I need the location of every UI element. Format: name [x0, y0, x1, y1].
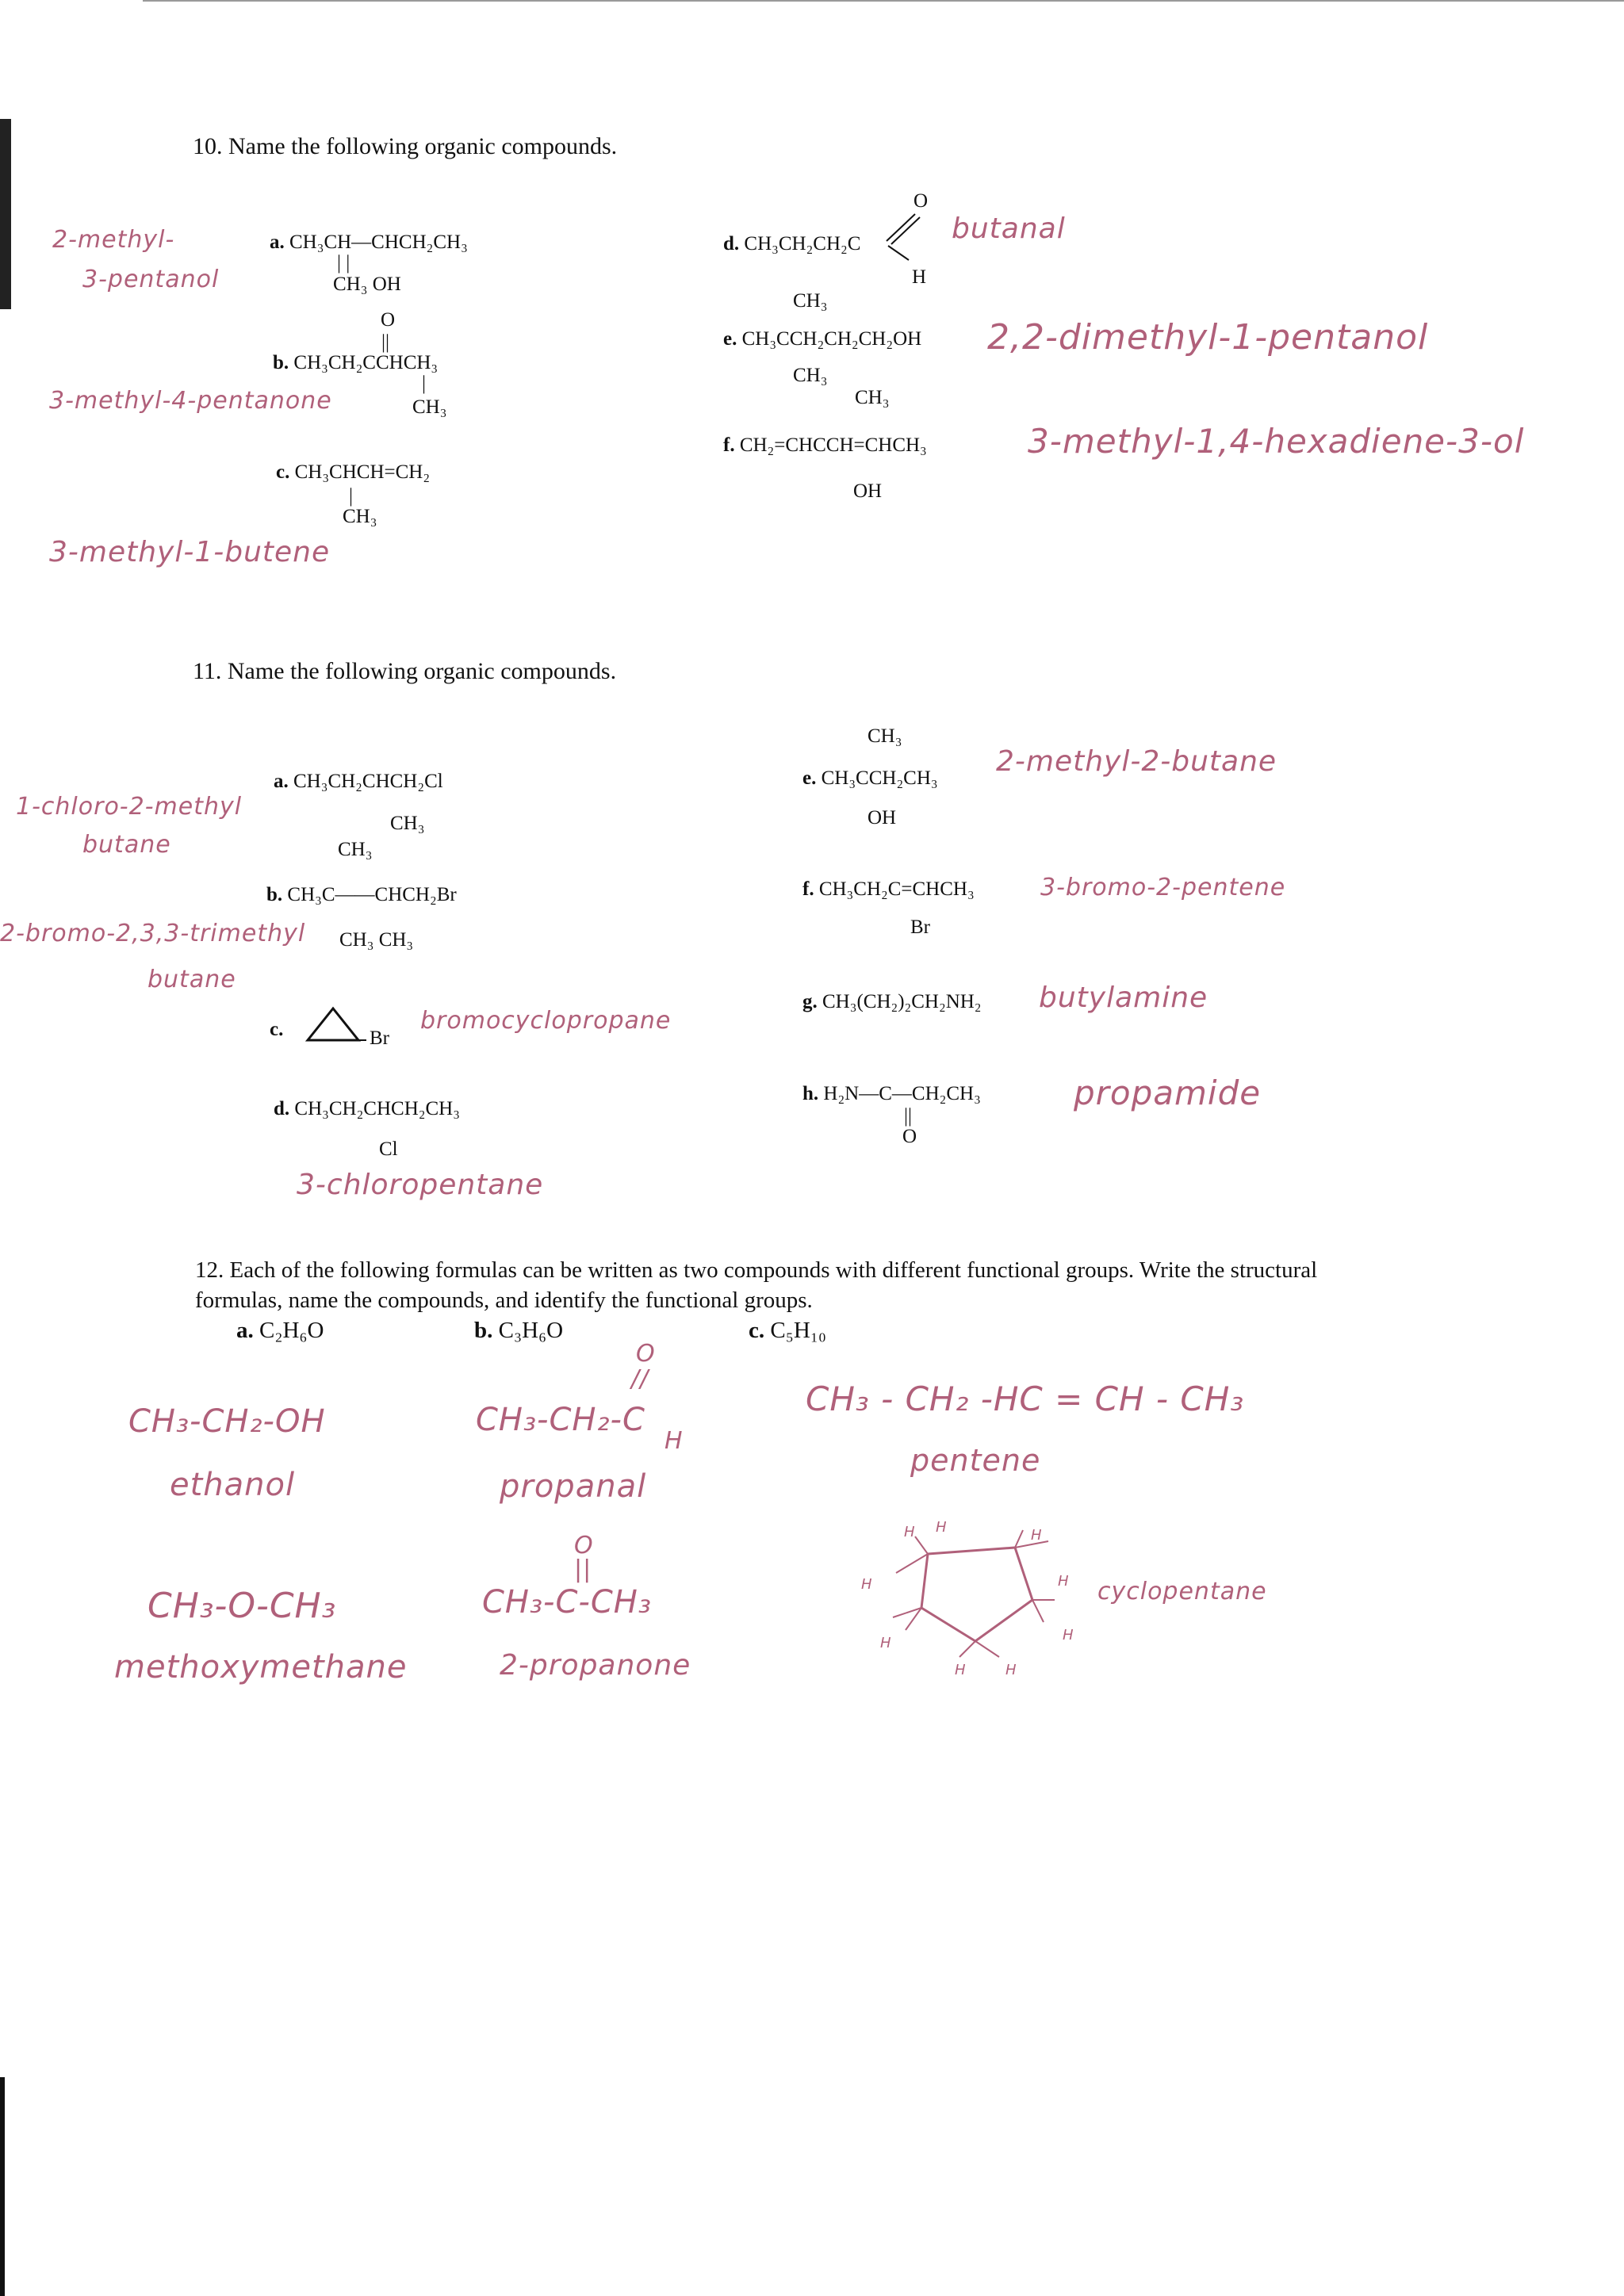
q11b-top: CH₃	[338, 839, 373, 860]
q12a-name-1: ethanol	[170, 1467, 296, 1503]
q10b-label: b.	[273, 352, 289, 373]
q10a-sub: CH₃ OH	[333, 274, 401, 295]
q12c-name-1: pentene	[910, 1443, 1041, 1478]
q10-heading: 10. Name the following organic compounds.	[193, 133, 618, 159]
q10b-dbl: ||	[381, 331, 390, 353]
q10a-formula	[270, 232, 468, 254]
q12b-name-2: 2-propanone	[500, 1649, 691, 1682]
q11b-answer-line2: butane	[147, 966, 236, 993]
cyclopentane-h-3: H	[1031, 1527, 1043, 1544]
q10e-sub: CH₃	[793, 365, 828, 386]
q11h-formula	[802, 1083, 981, 1105]
q11g-formula	[802, 991, 982, 1013]
q11a-answer-line1: 1-chloro-2-methyl	[16, 793, 243, 821]
q10b-answer: 3-methyl-4-pentanone	[49, 387, 332, 415]
q12b-structure-2: CH₃-C-CH₃	[482, 1584, 652, 1621]
q10c-formula	[276, 461, 430, 484]
q10f-label: f.	[723, 434, 735, 456]
q11h-main: H₂N—C—CH₂CH₃	[823, 1083, 981, 1104]
q11g-answer: butylamine	[1039, 982, 1208, 1014]
cyclopentane-h-9: H	[1005, 1662, 1017, 1678]
q10b-sub: CH₃	[412, 396, 447, 418]
q12b-structure-1-o: O	[636, 1340, 656, 1368]
q12b-heading	[474, 1318, 563, 1344]
q10c-main: CH₃CHCH=CH₂	[294, 461, 431, 483]
q11b-main: CH₃C——CHCH₂Br	[287, 884, 457, 905]
q11e-main: CH₃CCH₂CH₃	[821, 767, 938, 789]
q10a-main: CH₃CH—CHCH₂CH₃	[289, 232, 468, 253]
q11e-label: e.	[802, 767, 817, 789]
q10f-sub: OH	[853, 480, 883, 502]
q10a-label: a.	[270, 232, 285, 253]
q10e-label: e.	[723, 328, 737, 350]
q10d-double-bond-1	[887, 214, 915, 241]
q10f-top: CH₃	[855, 387, 890, 408]
q12c-label: c.	[749, 1318, 765, 1343]
q10b-bond: |	[422, 373, 427, 394]
q10c-bond: |	[349, 485, 354, 507]
q10e-answer: 2,2-dimethyl-1-pentanol	[987, 317, 1429, 358]
cyclopropane-triangle-icon	[304, 1004, 368, 1043]
cyclopentane-h-4: H	[861, 1576, 873, 1593]
q12c-structure-1: CH₃ - CH₂ -HC = CH - CH₃	[806, 1380, 1245, 1418]
q10e-formula	[723, 328, 921, 350]
q12b-structure-1: CH₃-CH₂-C	[476, 1402, 645, 1438]
q11b-label: b.	[266, 884, 283, 905]
q11c-label-wrap	[270, 1019, 283, 1041]
q10c-label: c.	[276, 461, 290, 483]
scan-edge-line	[143, 0, 1624, 2]
q11e-sub: OH	[868, 807, 897, 828]
q12-heading-line1: 12. Each of the following formulas can be written as two compounds with different functional groups. Write the structural	[195, 1257, 1318, 1283]
q12b-name-1: propanal	[500, 1468, 647, 1505]
q10d-double-bond-2	[891, 217, 920, 244]
q12b-label: b.	[474, 1318, 493, 1343]
q11b-sub: CH₃ CH₃	[339, 929, 414, 951]
q10d-formula	[723, 233, 860, 255]
q12-heading-line2: formulas, name the compounds, and identify the functional groups.	[195, 1288, 813, 1313]
q12a-formula: C₂H₆O	[259, 1318, 324, 1343]
q11h-answer: propamide	[1074, 1073, 1262, 1112]
q10c-answer: 3-methyl-1-butene	[49, 536, 331, 568]
q11g-label: g.	[802, 991, 818, 1012]
cyclopentane-h-7: H	[1063, 1627, 1074, 1644]
q11b-answer-line1: 2-bromo-2,3,3-trimethyl	[0, 920, 306, 947]
q11c-answer: bromocyclopropane	[420, 1007, 672, 1035]
cyclopentane-h-1: H	[904, 1524, 916, 1540]
cyclopentane-h-8: H	[955, 1662, 967, 1678]
q11e-formula	[802, 767, 938, 790]
q12b-structure-1-dbl: //	[631, 1365, 649, 1393]
q11c-label: c.	[270, 1019, 284, 1040]
q11f-formula	[802, 878, 975, 901]
q10a-bonds: | |	[337, 252, 350, 274]
q10d-h: H	[912, 266, 927, 288]
q11f-sub: Br	[910, 916, 930, 938]
q11d-answer: 3-chloropentane	[297, 1169, 544, 1201]
q12b-formula: C₃H₆O	[498, 1318, 564, 1343]
q12b-structure-1-h: H	[665, 1427, 684, 1455]
q11f-label: f.	[802, 878, 814, 900]
q10d-carbonyl-bonds	[880, 208, 928, 263]
q12b-structure-2-o: O	[574, 1532, 594, 1559]
q11h-sub: O	[902, 1126, 917, 1147]
scan-bottom-mark	[0, 2077, 5, 2296]
q10f-formula	[723, 434, 927, 457]
q10b-formula	[273, 352, 438, 374]
q10a-answer-line1: 2-methyl-	[52, 226, 175, 254]
q11d-main: CH₃CH₂CHCH₂CH₃	[294, 1098, 460, 1119]
scan-fold-mark	[0, 119, 11, 309]
q11h-label: h.	[802, 1083, 819, 1104]
q12c-name-2: cyclopentane	[1097, 1578, 1267, 1605]
q10d-h-bond	[888, 246, 909, 260]
q11f-main: CH₃CH₂C=CHCH₃	[818, 878, 975, 900]
q12a-label: a.	[236, 1318, 254, 1343]
q11a-sub: CH₃	[390, 813, 425, 834]
q12c-heading	[749, 1318, 826, 1344]
q11b-formula	[266, 884, 457, 906]
q11c-br: Br	[370, 1027, 389, 1049]
q10d-label: d.	[723, 233, 740, 254]
q11-heading: 11. Name the following organic compounds.	[193, 658, 617, 684]
q10b-top: O	[381, 309, 396, 331]
q10d-main: CH₃CH₂CH₂C	[744, 233, 861, 254]
q12a-name-2: methoxymethane	[114, 1649, 408, 1686]
q10d-answer: butanal	[952, 212, 1066, 245]
q11g-main: CH₃(CH₂)₂CH₂NH₂	[822, 991, 982, 1012]
q11f-answer: 3-bromo-2-pentene	[1040, 874, 1286, 901]
q11e-answer: 2-methyl-2-butane	[996, 745, 1277, 778]
q11d-formula	[274, 1098, 460, 1120]
q10b-main: CH₃CH₂CCHCH₃	[293, 352, 439, 373]
q11h-dbl: ||	[904, 1105, 913, 1127]
q12a-structure-1: CH₃-CH₂-OH	[128, 1403, 326, 1440]
q10f-answer: 3-methyl-1,4-hexadiene-3-ol	[1028, 422, 1525, 461]
q11e-top: CH₃	[868, 725, 902, 747]
q10d-o: O	[914, 190, 929, 212]
cyclopentane-h-5: H	[1058, 1573, 1070, 1590]
q11a-formula	[274, 771, 443, 793]
q11d-sub: Cl	[379, 1138, 398, 1160]
q10e-top: CH₃	[793, 290, 828, 312]
q10e-main: CH₃CCH₂CH₂CH₂OH	[741, 328, 922, 350]
q12c-formula: C₅H₁₀	[770, 1318, 826, 1343]
q12b-structure-2-dbl: ||	[574, 1556, 592, 1583]
q11a-answer-line2: butane	[82, 831, 171, 859]
q11a-label: a.	[274, 771, 289, 792]
q10f-main: CH₂=CHCCH=CHCH₃	[739, 434, 927, 456]
q12a-heading	[236, 1318, 324, 1344]
q10c-sub: CH₃	[343, 506, 377, 527]
q11d-label: d.	[274, 1098, 290, 1119]
cyclopentane-h-2: H	[936, 1519, 948, 1536]
cyclopentane-h-6: H	[880, 1635, 892, 1651]
q12a-structure-2: CH₃-O-CH₃	[147, 1586, 337, 1626]
q11a-main: CH₃CH₂CHCH₂Cl	[293, 771, 443, 792]
q10a-answer-line2: 3-pentanol	[82, 266, 220, 293]
